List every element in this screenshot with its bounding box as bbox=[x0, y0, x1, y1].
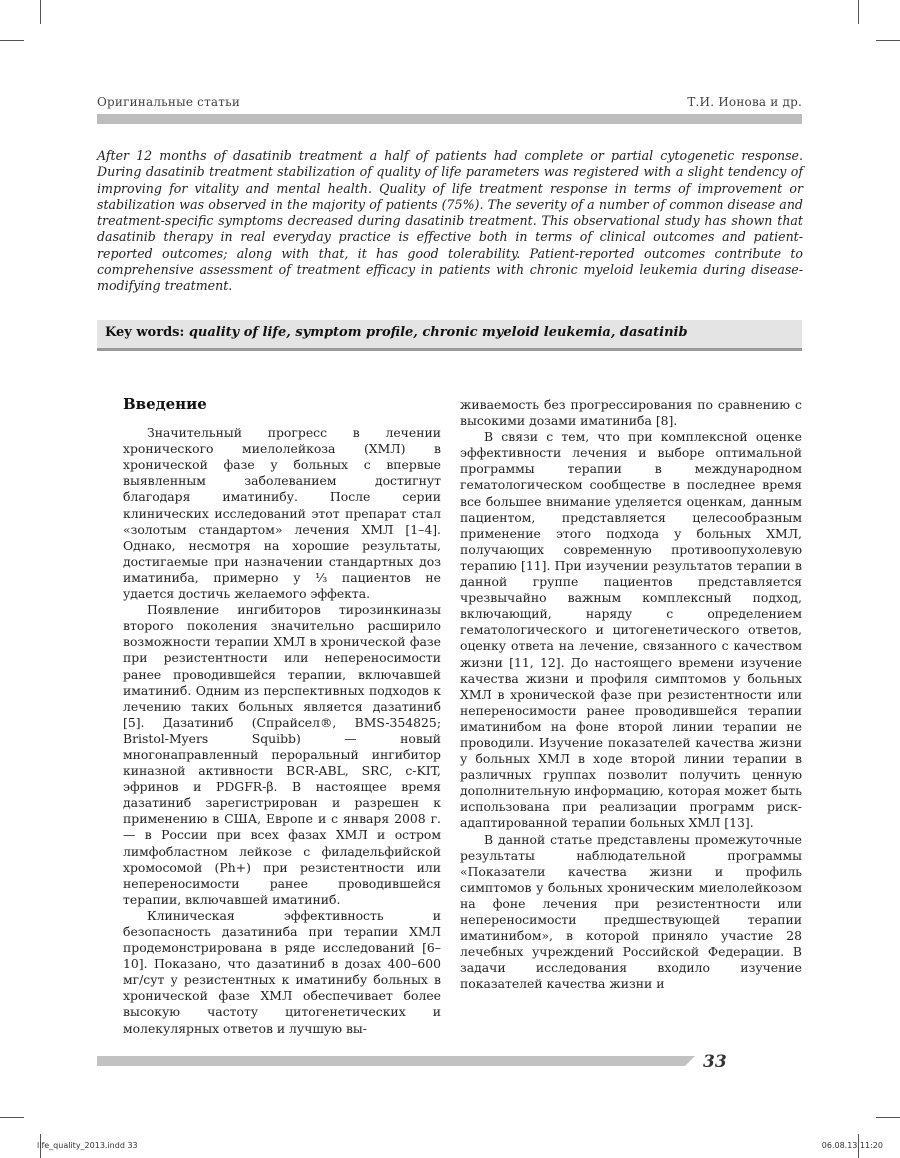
paragraph: Появление ингибиторов тирозинкиназы второго поколения значительно расширило возможности терапии ХМЛ в хронической фазе при резистентности или непереносимости ранее проводившейся терапии, включавшей иматиниб. Одним из перспективных подходов к лечению таких больных является дазатиниб [5]. Дазатиниб (Спрайсел®, BMS-354825; Bristol-Myers Squibb) — новый многонаправленный пероральный ингибитор киназной активности BCR-ABL, SRC, c-KIT, эфринов и PDGFR-β. В настоящее время дазатиниб зарегистрирован и разрешен к применению в США, Европе и с января 2008 г. — в России при всех фазах ХМЛ и остром лимфобластном лейкозе с филадельфийской хромосомой (Ph+) при резистентности или непереносимости ранее проводившейся терапии, включавшей иматиниб. bbox=[123, 602, 441, 907]
crop-mark bbox=[858, 0, 859, 24]
keywords-list: quality of life, symptom profile, chronic myeloid leukemia, dasatinib bbox=[188, 325, 688, 340]
paragraph: В данной статье представлены промежуточные результаты наблюдательной программы «Показатели качества жизни и профиль симптомов у больных хроническим миелолейкозом на фоне лечения при резистентности или непереносимости предшествующей терапии иматинибом», в которой приняло участие 28 лечебных учреждений Российской Федерации. В задачи исследования входило изучение показателей качества жизни и bbox=[460, 831, 802, 992]
keywords-line bbox=[105, 325, 688, 340]
crop-mark bbox=[876, 1117, 900, 1118]
paragraph: Значительный прогресс в лечении хронического миелолейкоза (ХМЛ) в хронической фазе у больных с впервые выявленным заболеванием достигнут благодаря иматинибу. После серии клинических исследований этот препарат стал «золотым стандартом» лечения ХМЛ [1–4]. Однако, несмотря на хорошие результаты, достигаемые при назначении стандартных доз иматиниба, примерно у ⅓ пациентов не удается достичь желаемого эффекта. bbox=[123, 425, 441, 602]
crop-mark bbox=[0, 40, 24, 41]
paragraph: Клиническая эффективность и безопасность дазатиниба при терапии ХМЛ продемонстрирована в ряде исследований [6–10]. Показано, что дазатиниб в дозах 400–600 мг/сут у резистентных к иматинибу больных в хронической фазе ХМЛ обеспечивает более высокую частоту цитогенетических и молекулярных ответов и лучшую вы- bbox=[123, 907, 441, 1036]
crop-mark bbox=[40, 0, 41, 24]
header-rule bbox=[97, 114, 802, 124]
crop-mark bbox=[876, 40, 900, 41]
footer-rule-tab bbox=[685, 1056, 695, 1066]
paragraph: живаемость без прогрессирования по сравнению с высокими дозами иматиниба [8]. bbox=[460, 397, 802, 429]
left-column bbox=[123, 396, 441, 1037]
paragraph: В связи с тем, что при комплексной оценке эффективности лечения и выборе оптимальной программы терапии в международном гематологическом сообществе в последнее время все большее внимание уделяется оценкам, данным пациентом, представляется целесообразным применение этого подхода у больных ХМЛ, получающих современную противоопухолевую терапию [11]. При изучении результатов терапии в данной группе пациентов представляется чрезвычайно важным комплексный подход, включающий, наряду с определением гематологического и цитогенетического ответов, оценку ответа на лечение, связанного с качеством жизни [11, 12]. До настоящего времени изучение качества жизни и профиля симптомов у больных ХМЛ в хронической фазе при резистентности или непереносимости ранее проводившейся терапии иматинибом на фоне второй линии терапии не проводили. Изучение показателей качества жизни у больных ХМЛ в ходе второй линии терапии в различных группах позволит получить ценную дополнительную информацию, которая может быть использована при реализации программ риск-адаптированной терапии больных ХМЛ [13]. bbox=[460, 429, 802, 831]
page-number: 33 bbox=[703, 1052, 727, 1072]
keywords-label: Key words: bbox=[105, 325, 185, 340]
right-column bbox=[460, 397, 802, 992]
print-slug-date: 06.08.13 11:20 bbox=[821, 1141, 883, 1150]
abstract-text: After 12 months of dasatinib treatment a half of patients had complete or partial cytogenetic response. During dasatinib treatment stabilization of quality of life parameters was registered with a slight tendency of improving for vitality and mental health. Quality of life treatment response in terms of improvement or stabilization was observed in the majority of patients (75%). The severity of a number of common disease and treatment-specific symptoms decreased during dasatinib treatment. This observational study has shown that dasatinib therapy in real everyday practice is effective both in terms of clinical outcomes and patient-reported outcomes; along with that, it has good tolerability. Patient-reported outcomes contribute to comprehensive assessment of treatment efficacy in patients with chronic myeloid leukemia during disease-modifying treatment. bbox=[97, 148, 803, 294]
crop-mark bbox=[0, 1117, 24, 1118]
footer-rule bbox=[97, 1056, 685, 1066]
authors: Т.И. Ионова и др. bbox=[687, 95, 802, 109]
section-heading: Введение bbox=[123, 395, 207, 413]
keywords-box bbox=[97, 320, 802, 351]
section-title: Оригинальные статьи bbox=[97, 95, 241, 109]
print-slug-file: life_quality_2013.indd 33 bbox=[37, 1141, 138, 1150]
